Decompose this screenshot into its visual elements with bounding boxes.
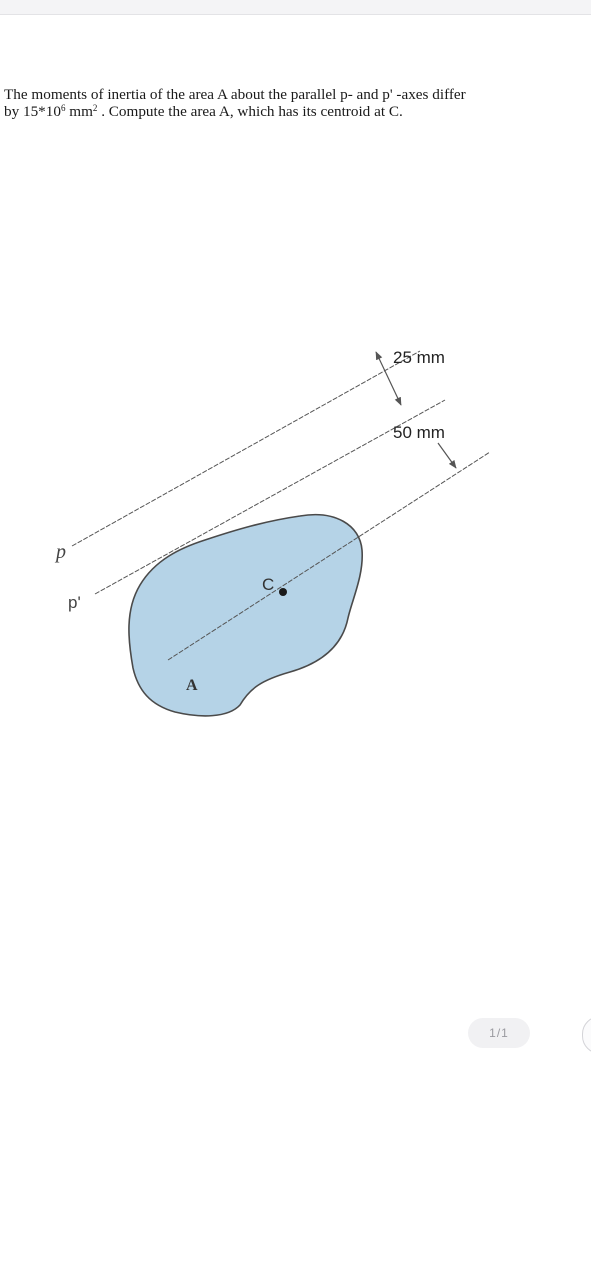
axis-p-prime-label: p' <box>68 593 81 612</box>
page-indicator[interactable]: 1/1 <box>468 1018 530 1048</box>
side-scroll-handle[interactable] <box>582 1016 591 1054</box>
dimension-label-25mm: 25 mm <box>393 348 445 367</box>
area-a-shape <box>129 515 362 716</box>
p-axis-line <box>72 351 420 546</box>
exponent-6: 6 <box>60 103 66 113</box>
problem-line-1: The moments of inertia of the area A about the parallel p- and p' -axes differ <box>4 86 466 103</box>
top-bar <box>0 0 591 15</box>
area-diagram <box>0 320 591 740</box>
exponent-2: 2 <box>92 103 98 113</box>
axis-p-label: p <box>56 541 66 563</box>
dimension-arrow-50mm <box>438 443 456 468</box>
centroid-label: C <box>262 575 275 594</box>
problem-line-2-prefix: by 15*10 <box>4 103 61 120</box>
problem-line-2 <box>4 103 590 120</box>
dimension-label-50mm: 50 mm <box>393 423 445 442</box>
centroid-point <box>279 588 287 596</box>
area-label: A <box>186 677 198 694</box>
problem-statement <box>4 86 590 120</box>
problem-line-2-suffix: . Compute the area A, which has its centroid at C. <box>97 103 403 120</box>
problem-line-2-unit: mm <box>65 103 93 120</box>
